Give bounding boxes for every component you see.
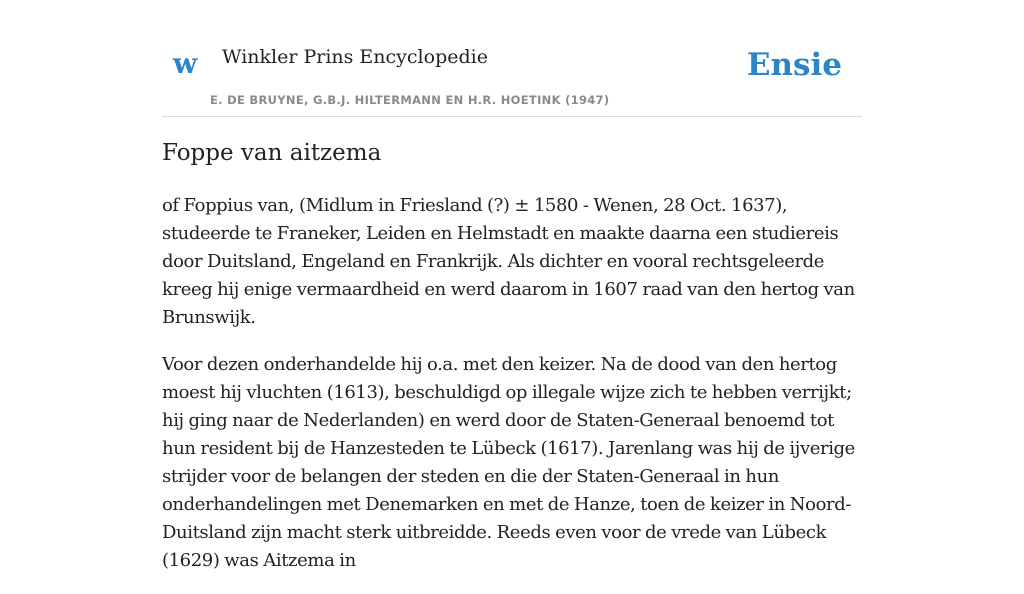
article-body — [162, 192, 862, 594]
article-title: Foppe van aitzema — [162, 140, 382, 166]
winkler-prins-logo[interactable]: w — [173, 47, 198, 80]
article-paragraph: Voor dezen onderhandelde hij o.a. met den keizer. Na de dood van den hertog moest hij vluchten (1613), beschuldigd op illegale wijze zich te hebben verrijkt; hij ging naar de Nederlanden) en werd door de Staten-Generaal benoemd tot hun resident bij de Hanzesteden te Lübeck (1617). Jarenlang was hij de ijverige strijder voor de belangen der steden en die der Staten-Generaal in hun onderhandelingen met Denemarken en met de Hanze, toen de keizer in Noord-Duitsland zijn macht sterk uitbreidde. Reeds even voor de vrede van Lübeck (1629) was Aitzema in — [162, 354, 855, 571]
site-header — [162, 0, 862, 117]
publication-authors: E. DE BRUYNE, G.B.J. HILTERMANN EN H.R. HOETINK (1947) — [210, 93, 610, 107]
publication-title[interactable]: Winkler Prins Encyclopedie — [222, 46, 488, 68]
article-paragraph: of Foppius van, (Midlum in Friesland (?) ± 1580 - Wenen, 28 Oct. 1637), studeerde te Franeker, Leiden en Helmstadt en maakte daarna een studiereis door Duitsland, Engeland en Frankrijk. Als dichter en vooral rechtsgeleerde kreeg hij enige vermaardheid en werd daarom in 1607 raad van den hertog van Brunswijk. — [162, 195, 855, 328]
ensie-logo[interactable]: Ensie — [746, 47, 842, 83]
